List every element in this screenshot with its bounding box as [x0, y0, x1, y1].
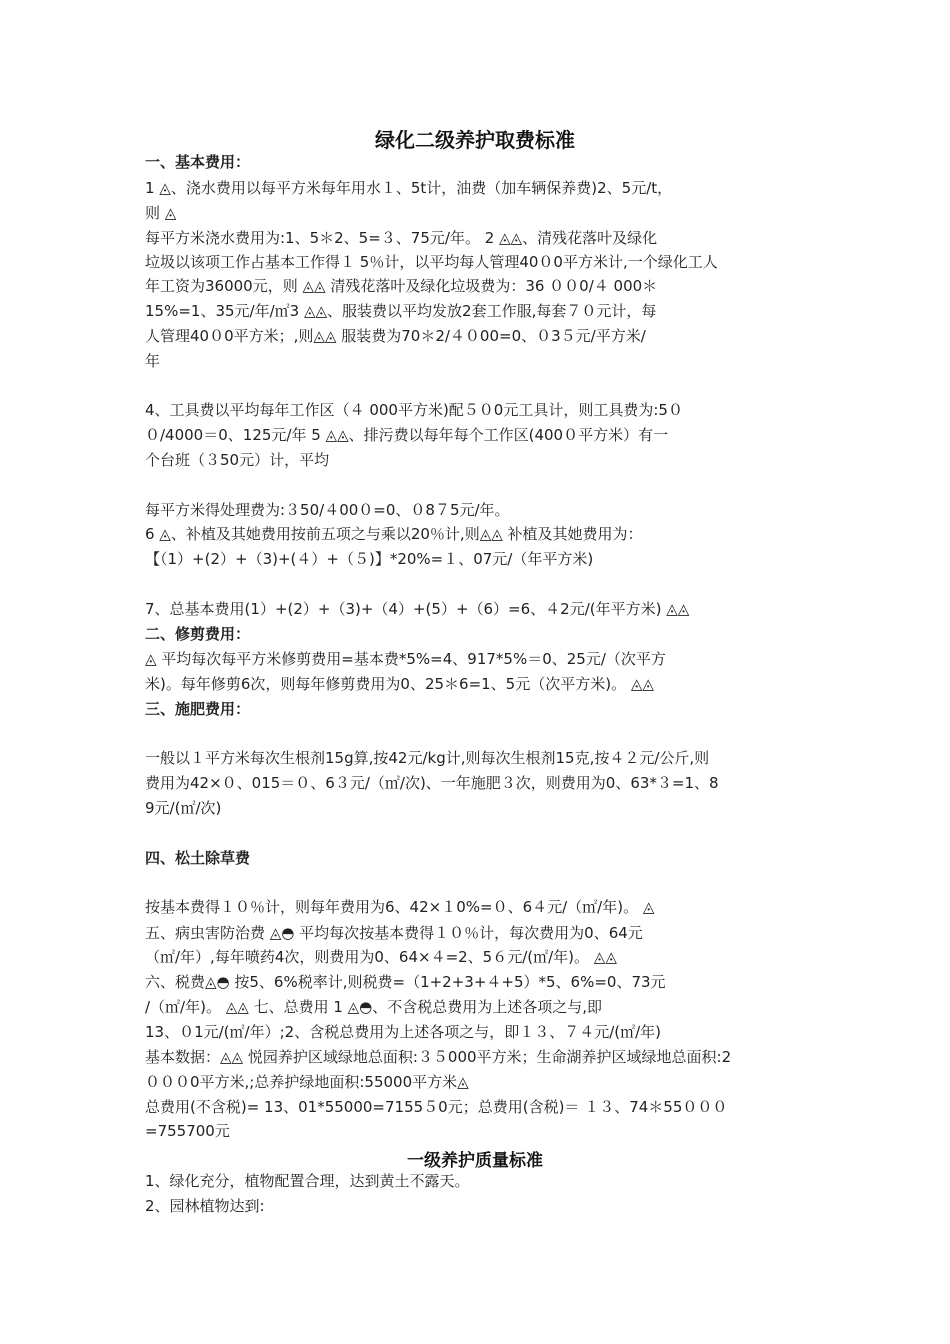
paragraph-line: 9元/(㎡/次): [145, 799, 222, 817]
paragraph-line: 个台班（３50元）计，平均: [145, 451, 330, 469]
paragraph-line: 五、病虫害防治费 ◬◓ 平均每次按基本费得１０％计，每次费用为0、64元: [145, 924, 643, 942]
paragraph-line: 米)。每年修剪6次，则每年修剪费用为0、25＊6=1、5元（次平方米)。 ◬◬: [145, 675, 654, 693]
paragraph-line: /（㎡/年)。 ◬◬ 七、总费用 1 ◬◓、不含税总费用为上述各项之与,即: [145, 998, 603, 1016]
paragraph-line: 人管理40０0平方米；,则◬◬ 服装费为70＊2/４０00=0、０3５元/平方米/: [145, 327, 646, 345]
paragraph-line: 每平方米得处理费为:３50/４00０=0、０8７5元/年。: [145, 501, 510, 519]
paragraph-line: 年: [145, 352, 161, 370]
paragraph-line: 总费用(不含税)= 13、01*55000=7155５0元；总费用(含税)＝ １３、74＊55０００: [145, 1098, 728, 1116]
paragraph-line: 一般以１平方米每次生根剂15g算,按42元/kg计,则每次生根剂15克,按４２元/公斤,则: [145, 749, 710, 767]
paragraph-line: ０００0平方米,;总养护绿地面积:55000平方米◬: [145, 1073, 469, 1091]
paragraph-line: 费用为42×０、015＝０、6３元/（㎡/次)、一年施肥３次，则费用为0、63*３=1、8: [145, 774, 719, 792]
paragraph-line: 2、园林植物达到:: [145, 1197, 265, 1215]
paragraph-line: 4、工具费以平均每年工作区（４ 000平方米)配５０0元工具计，则工具费为:5０: [145, 401, 683, 419]
section-heading-fertilizing-fees: 三、施肥费用：: [145, 700, 251, 718]
paragraph-line: （㎡/年）,每年喷药4次，则费用为0、64×４=2、5６元/(㎡/年)。 ◬◬: [145, 948, 617, 966]
paragraph-line: 1 ◬、浇水费用以每平方米每年用水１、5t计，油费（加车辆保养费)2、5元/t，: [145, 179, 673, 197]
paragraph-line: 【（1）+(2）+（3)+(４）+（５)】*20%=１、07元/（年平方米): [145, 550, 594, 568]
paragraph-line: 按基本费得１０％计，则每年费用为6、42×１0%=０、6４元/（㎡/年)。 ◬: [145, 898, 655, 916]
section-heading-basic-fees: 一、基本费用：: [145, 153, 251, 171]
paragraph-line: =755700元: [145, 1122, 230, 1140]
document-title: 绿化二级养护取费标准: [375, 128, 575, 152]
paragraph-line: 基本数据：◬◬ 悦园养护区域绿地总面积:３５000平方米；生命湖养护区域绿地总面积:2: [145, 1048, 732, 1066]
paragraph-line: 7、总基本费用(1）+(2）+（3)+（4）+(5）+（6）=6、４2元/(年平方米) ◬◬: [145, 600, 690, 618]
section-heading-pruning-fees: 二、修剪费用：: [145, 625, 251, 643]
paragraph-line: 六、税费◬◓ 按5、6%税率计,则税费=（1+2+3+４+5）*5、6%=0、73元: [145, 973, 666, 991]
paragraph-line: 则 ◬: [145, 204, 177, 222]
paragraph-line: 年工资为36000元，则 ◬◬ 清残花落叶及绿化垃圾费为：36 ００0/４ 000＊: [145, 277, 658, 295]
paragraph-line: 垃圾以该项工作占基本工作得１ 5％计，以平均每人管理40０0平方米计,一个绿化工人: [145, 253, 718, 271]
section-heading-weeding-fees: 四、松土除草费: [145, 849, 251, 867]
paragraph-line: 15%=1、35元/年/㎡3 ◬◬、服装费以平均发放2套工作服,每套７０元计，每: [145, 302, 657, 320]
paragraph-line: ◬ 平均每次每平方米修剪费用=基本费*5%=4、917*5%＝0、25元/（次平方: [145, 650, 666, 668]
paragraph-line: ０/4000＝0、125元/年 5 ◬◬、排污费以每年每个工作区(400０平方米）有一: [145, 426, 669, 444]
paragraph-line: 6 ◬、补植及其她费用按前五项之与乘以20％计,则◬◬ 补植及其她费用为：: [145, 525, 643, 543]
paragraph-line: 13、０1元/(㎡/年）;2、含税总费用为上述各项之与，即１３、７４元/(㎡/年): [145, 1023, 662, 1041]
document-subtitle: 一级养护质量标准: [407, 1151, 543, 1171]
paragraph-line: 1、绿化充分，植物配置合理，达到黄土不露天。: [145, 1172, 470, 1190]
paragraph-line: 每平方米浇水费用为:1、5＊2、5=３、75元/年。 2 ◬◬、清残花落叶及绿化: [145, 229, 658, 247]
